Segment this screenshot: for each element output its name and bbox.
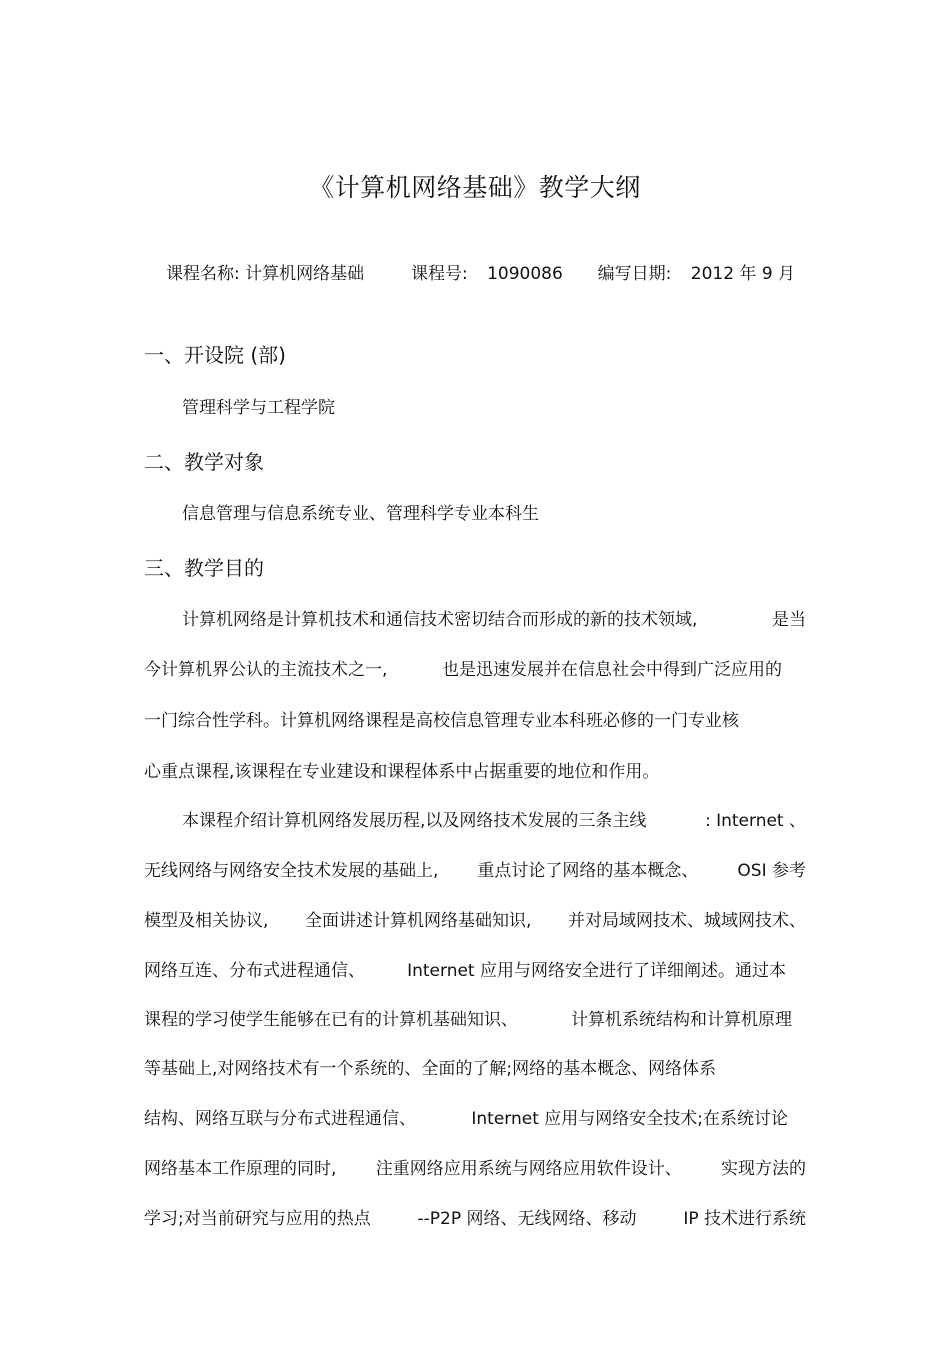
paragraph2-line: [144, 956, 806, 981]
text-segment: 并对局域网技术、城域网技术、: [568, 911, 806, 931]
paragraph1-line: [144, 655, 806, 680]
text-segment: 今计算机界公认的主流技术之一,: [144, 660, 388, 680]
text-segment: 模型及相关协议,: [144, 911, 269, 931]
paragraph2-line: [144, 1005, 806, 1030]
document-title: 《计算机网络基础》教学大纲: [309, 173, 641, 202]
section-heading-audience: 二、教学对象: [144, 450, 264, 474]
text-segment: 计算机网络是计算机技术和通信技术密切结合而形成的新的技术领域,: [182, 610, 698, 630]
section-text-audience: 信息管理与信息系统专业、管理科学专业本科生: [182, 504, 539, 524]
text-segment: Internet 应用与网络安全技术;在系统讨论: [471, 1109, 788, 1129]
text-segment: 也是迅速发展并在信息社会中得到广泛应用的: [442, 660, 782, 680]
text-segment: IP 技术进行系统: [683, 1209, 806, 1229]
date-value: 2012 年 9 月: [690, 264, 796, 284]
paragraph2-line: [144, 1154, 806, 1179]
paragraph2-line: [144, 906, 806, 931]
text-segment: 结构、网络互联与分布式进程通信、: [144, 1109, 416, 1129]
text-segment: 等基础上,对网络技术有一个系统的、全面的了解;网络的基本概念、网络体系: [144, 1059, 717, 1079]
text-segment: 实现方法的: [721, 1159, 806, 1179]
text-segment: 全面讲述计算机网络基础知识,: [305, 911, 532, 931]
text-segment: 网络基本工作原理的同时,: [144, 1159, 337, 1179]
text-segment: 计算机系统结构和计算机原理: [571, 1010, 792, 1030]
course-no-label: 课程号:: [410, 264, 468, 284]
text-segment: 课程的学习使学生能够在已有的计算机基础知识、: [144, 1010, 518, 1030]
text-segment: : Internet 、: [704, 811, 806, 831]
paragraph1-line: [144, 706, 806, 731]
section-text-department: 管理科学与工程学院: [182, 398, 335, 418]
text-segment: --P2P 网络、无线网络、移动: [417, 1209, 637, 1229]
text-segment: 重点讨论了网络的基本概念、: [477, 861, 699, 881]
paragraph2-line: [144, 1054, 806, 1079]
course-name-label: 课程名称:: [166, 264, 240, 284]
text-segment: 心重点课程,该课程在专业建设和课程体系中占据重要的地位和作用。: [144, 762, 660, 782]
section-heading-purpose: 三、教学目的: [144, 556, 264, 580]
paragraph2-line: [144, 1204, 806, 1229]
paragraph1-line: [182, 605, 806, 630]
text-segment: 注重网络应用系统与网络应用软件设计、: [375, 1159, 682, 1179]
text-segment: 本课程介绍计算机网络发展历程,以及网络技术发展的三条主线: [182, 811, 647, 831]
date-label: 编写日期:: [597, 264, 672, 284]
text-segment: 网络互连、分布式进程通信、: [144, 961, 365, 981]
section-heading-department: 一、开设院 (部): [144, 343, 286, 367]
course-meta-line: [166, 259, 795, 284]
paragraph1-line: [144, 757, 806, 782]
text-segment: 一门综合性学科。计算机网络课程是高校信息管理专业本科班必修的一门专业核: [144, 711, 739, 731]
text-segment: 是当: [772, 610, 806, 630]
text-segment: 无线网络与网络安全技术发展的基础上,: [144, 861, 439, 881]
text-segment: OSI 参考: [737, 861, 806, 881]
text-segment: 学习;对当前研究与应用的热点: [144, 1209, 371, 1229]
paragraph2-line: [144, 856, 806, 881]
text-segment: Internet 应用与网络安全进行了详细阐述。通过本: [407, 961, 786, 981]
course-name-value: 计算机网络基础: [245, 264, 365, 284]
paragraph2-line: [182, 806, 806, 831]
course-no-value: 1090086: [487, 264, 563, 284]
paragraph2-line: [144, 1104, 806, 1129]
